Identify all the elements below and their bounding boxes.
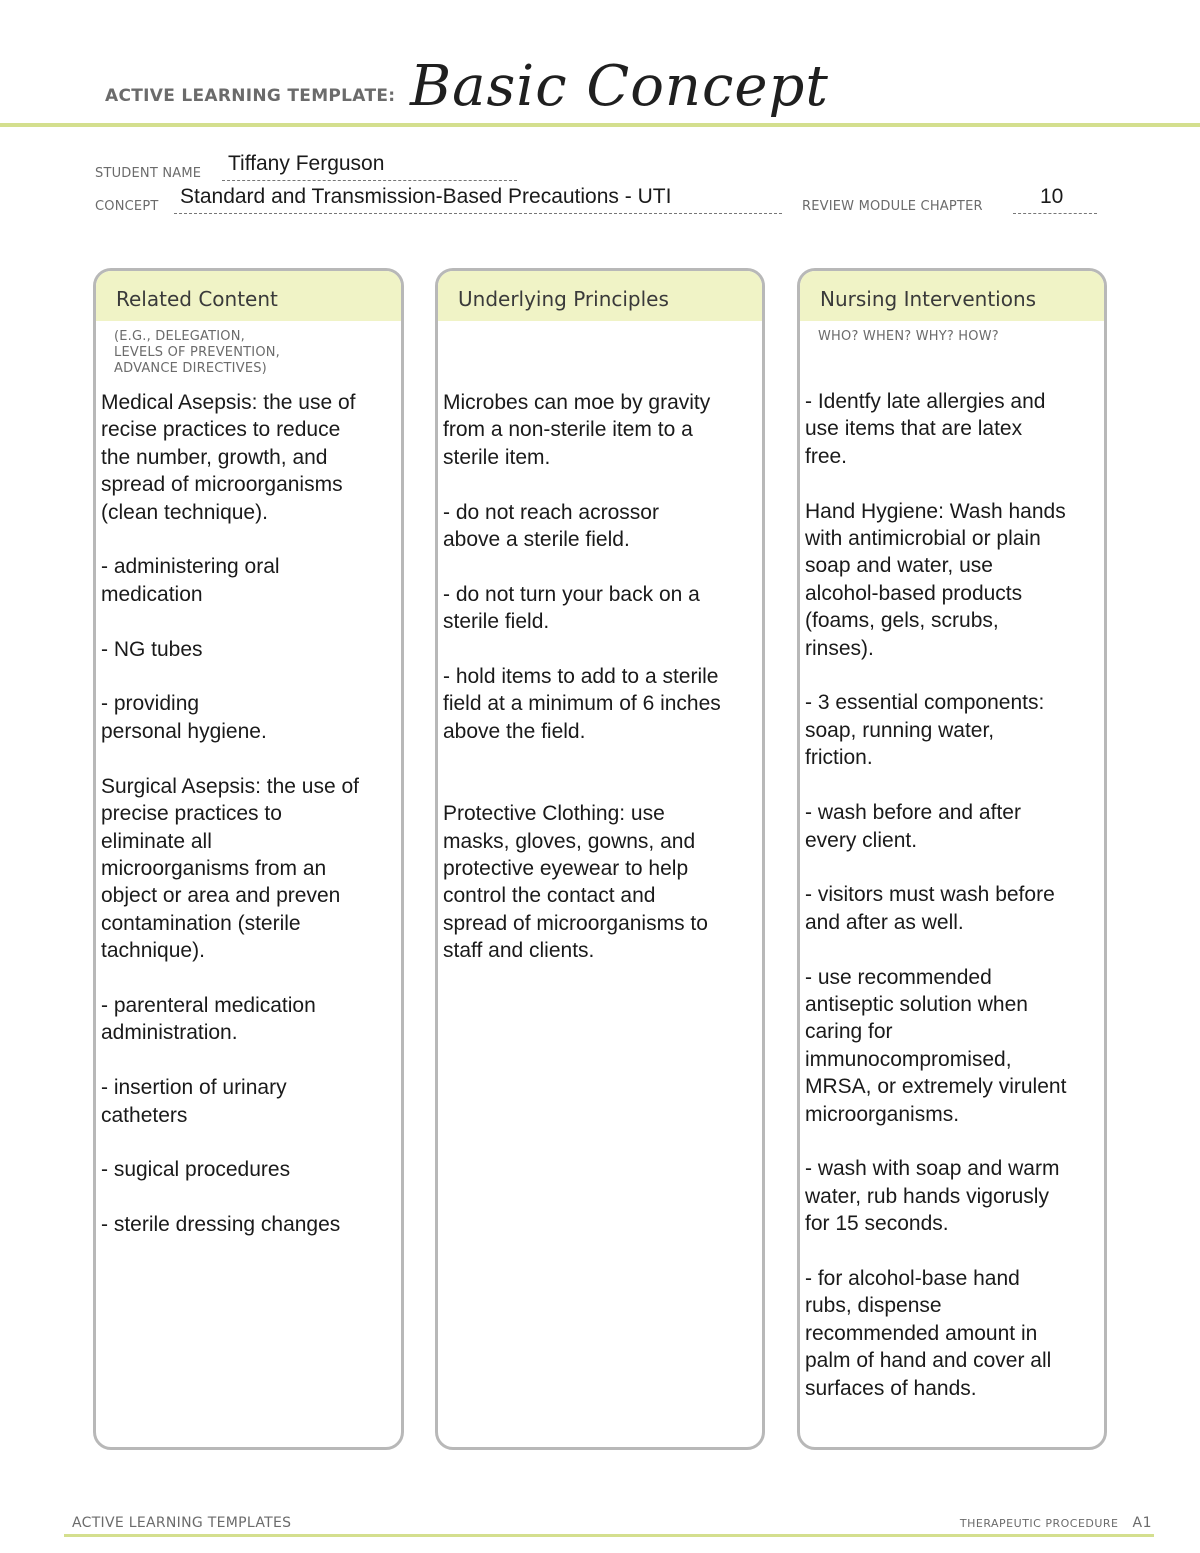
- chapter-line: [1013, 213, 1097, 214]
- concept-label: CONCEPT: [95, 199, 159, 214]
- concept-line: [174, 213, 782, 214]
- related-content-title: Related Content: [96, 271, 401, 321]
- footer-code: A1: [1132, 1515, 1152, 1531]
- underlying-principles-box: [435, 268, 765, 1450]
- footer-right-label: [960, 1515, 1152, 1531]
- page-title: Basic Concept: [410, 54, 829, 119]
- nursing-interventions-text[interactable]: - Identfy late allergies and use items that are latex free. Hand Hygiene: Wash hands with antimicrobial or plain soap and water, use alcohol-based products (foams, gels, scrubs, rinses). - 3 essential components: soap, running water, friction. - wash before and after every client. - visitors must wash before and after as well. - use recommended antiseptic solution when caring for immunocompromised, MRSA, or extremely virulent microorganisms. - wash with soap and warm water, rub hands vigorusly for 15 seconds. - for alcohol-base hand rubs, dispense recommended amount in palm of hand and cover all surfaces of hands.: [805, 390, 1067, 1400]
- underlying-principles-title: Underlying Principles: [438, 271, 762, 321]
- related-content-text[interactable]: Medical Asepsis: the use of recise practices to reduce the number, growth, and spread of microorganisms (clean technique). - administering oral medication - NG tubes - providing personal hygiene. Surgical Asepsis: the use of precise practices to eliminate all microorganisms from an object or area and preven contamination (sterile tachnique). - parenteral medication administration. - insertion of urinary catheters - sugical procedures - sterile dressing changes: [101, 391, 359, 1237]
- student-name-line: [222, 180, 517, 181]
- footer-left-label: ACTIVE LEARNING TEMPLATES: [72, 1515, 292, 1531]
- chapter-label: REVIEW MODULE CHAPTER: [802, 199, 983, 214]
- student-name-label: STUDENT NAME: [95, 166, 202, 181]
- nursing-interventions-box: [797, 268, 1107, 1450]
- student-name-field[interactable]: Tiffany Ferguson: [228, 152, 385, 175]
- concept-field[interactable]: Standard and Transmission-Based Precautions - UTI: [180, 185, 672, 208]
- template-label: ACTIVE LEARNING TEMPLATE:: [105, 86, 396, 106]
- nursing-interventions-title: Nursing Interventions: [800, 271, 1104, 321]
- chapter-field[interactable]: 10: [1040, 185, 1064, 208]
- related-content-subtitle: (E.G., DELEGATION, LEVELS OF PREVENTION, ADVANCE DIRECTIVES): [114, 329, 281, 376]
- header-divider: [0, 123, 1200, 127]
- footer-category: THERAPEUTIC PROCEDURE: [959, 1517, 1119, 1530]
- related-content-box: [93, 268, 404, 1450]
- underlying-principles-text[interactable]: Microbes can moe by gravity from a non-sterile item to a sterile item. - do not reach acrossor above a sterile field. - do not turn your back on a sterile field. - hold items to add to a sterile field at a minimum of 6 inches above the field. Protective Clothing: use masks, gloves, gowns, and protective eyewear to help control the contact and spread of microorganisms to staff and clients.: [443, 391, 721, 963]
- footer-divider: [64, 1534, 1154, 1537]
- nursing-interventions-subtitle: WHO? WHEN? WHY? HOW?: [818, 329, 999, 344]
